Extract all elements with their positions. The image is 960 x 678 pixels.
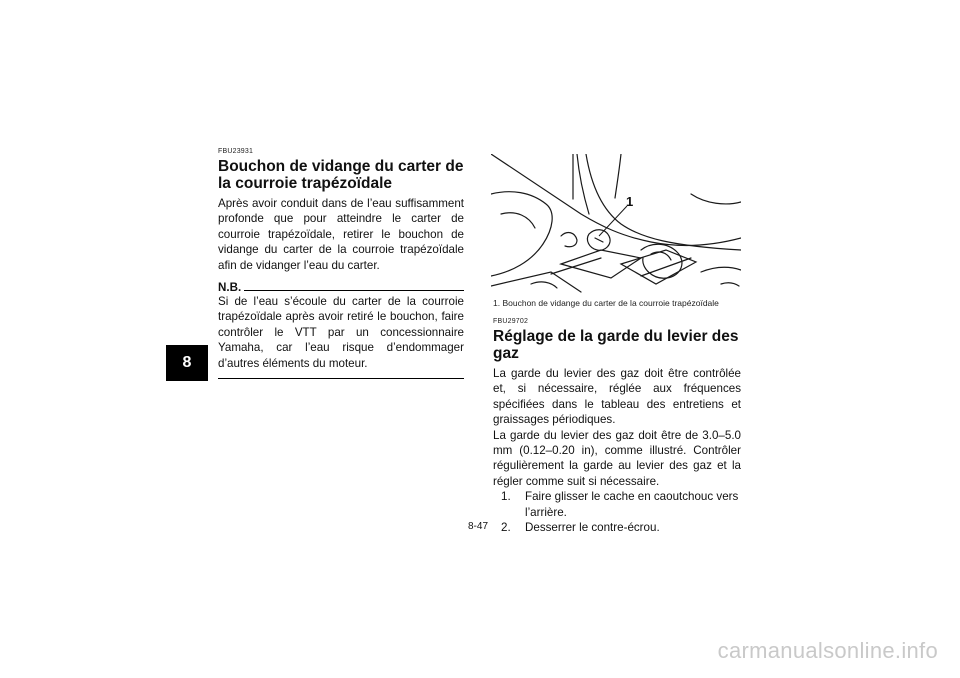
left-column (218, 148, 464, 379)
step-number: 1. (501, 490, 511, 504)
paragraph-2: La garde du levier des gaz doit être de 3.0–5.0 mm (0.12–0.20 in), comme illustré. Contrôler régulièrement la garde au levier des gaz et la régler comme suit si nécessaire. (493, 428, 741, 488)
note-header (218, 281, 464, 294)
list-item (493, 520, 741, 535)
section-code: FBU29702 (493, 318, 529, 325)
watermark: carmanualsonline.info (717, 638, 938, 663)
note-text: Si de l’eau s’écoule du carter de la courroie trapézoïdale après avoir retiré le bouchon, faire contrôler le VTT par un concessionnaire Yamaha, car l’eau risque d’endommager d’autres éléments du moteur. (218, 295, 464, 370)
step-text: Desserrer le contre-écrou. (525, 521, 660, 535)
caption-number: 1. (493, 298, 501, 308)
figure-callout: 1 (626, 194, 634, 209)
note-end-rule (218, 378, 464, 379)
caption-text: Bouchon de vidange du carter de la courroie trapézoïdale (502, 298, 719, 308)
page-number: 8-47 (468, 521, 489, 532)
engine-drawing (491, 154, 741, 294)
step-number: 2. (501, 521, 511, 535)
list-item (493, 489, 741, 520)
step-text: Faire glisser le cache en caoutchouc vers l’arrière. (525, 490, 739, 519)
note-label: N.B. (218, 281, 242, 295)
step-list (493, 489, 741, 535)
right-column (493, 318, 741, 535)
drain-plug-illustration (491, 154, 741, 294)
chapter-tab: 8 (166, 345, 208, 381)
section-code: FBU23931 (218, 148, 254, 155)
note-rule (244, 290, 464, 291)
paragraph-1: La garde du levier des gaz doit être contrôlée et, si nécessaire, réglée aux fréquences spécifiées dans le tableau des entretiens et graissages périodiques. (493, 367, 741, 427)
section-heading: Bouchon de vidange du carter de la courroie trapézoïdale (218, 158, 464, 192)
section-heading: Réglage de la garde du levier des gaz (493, 328, 739, 362)
section-body: Après avoir conduit dans de l’eau suffisamment profonde que pour atteindre le carter de courroie trapézoïdale, retirer le bouchon de vidange du carter de la courroie trapézoïdale afin de vidanger l’eau du carter. (218, 197, 464, 272)
figure-caption (493, 298, 719, 308)
